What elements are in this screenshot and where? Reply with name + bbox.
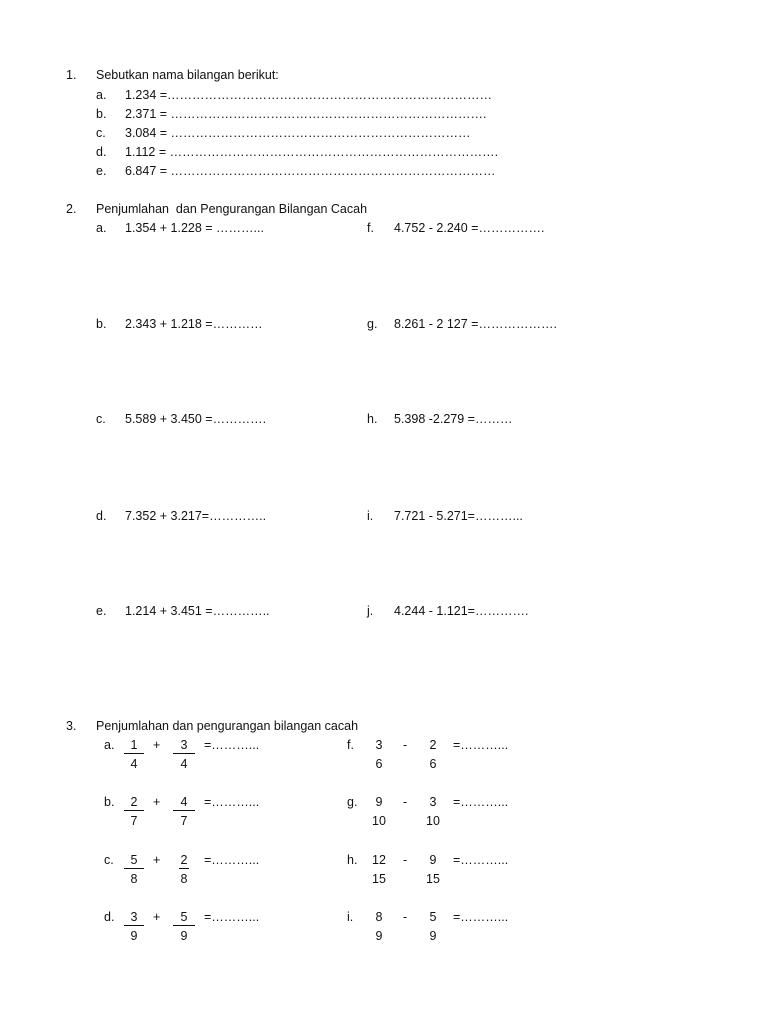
- fraction-bar: [124, 753, 144, 754]
- question-number: 2.: [66, 202, 77, 216]
- denominator: 9: [180, 929, 188, 943]
- item-letter: a.: [96, 88, 107, 102]
- answer-blank: =………...: [453, 853, 509, 867]
- item-letter: h.: [347, 853, 358, 867]
- item-letter: b.: [104, 795, 115, 809]
- answer-blank: =………...: [453, 795, 509, 809]
- denominator: 15: [372, 872, 386, 886]
- item-text: 1.354 + 1.228 = ………...: [125, 221, 264, 235]
- denominator: 15: [426, 872, 440, 886]
- item-text: 2.343 + 1.218 =…………: [125, 317, 263, 331]
- denominator: 6: [375, 757, 383, 771]
- item-text: 4.752 - 2.240 =…………….: [394, 221, 545, 235]
- item-letter: c.: [104, 853, 114, 867]
- numerator: 2: [180, 853, 188, 867]
- denominator: 4: [180, 757, 188, 771]
- item-letter: e.: [96, 164, 107, 178]
- item-letter: a.: [104, 738, 115, 752]
- denominator: 9: [375, 929, 383, 943]
- item-text: 5.398 -2.279 =………: [394, 412, 513, 426]
- denominator: 9: [130, 929, 138, 943]
- denominator: 7: [130, 814, 138, 828]
- item-letter: c.: [96, 412, 106, 426]
- item-text: 7.352 + 3.217=…………..: [125, 509, 267, 523]
- question-number: 1.: [66, 68, 77, 82]
- fraction-bar: [124, 925, 144, 926]
- denominator: 7: [180, 814, 188, 828]
- item-letter: b.: [96, 317, 107, 331]
- operator: +: [153, 795, 161, 809]
- numerator: 4: [180, 795, 188, 809]
- item-text: 1.234 =……………………………………………………………………: [125, 88, 493, 102]
- item-letter: j.: [367, 604, 374, 618]
- answer-blank: =………...: [204, 910, 260, 924]
- item-letter: i.: [347, 910, 354, 924]
- item-letter: h.: [367, 412, 378, 426]
- question-title: Sebutkan nama bilangan berikut:: [96, 68, 279, 82]
- item-text: 4.244 - 1.121=………….: [394, 604, 529, 618]
- denominator: 8: [130, 872, 138, 886]
- item-letter: f.: [367, 221, 374, 235]
- answer-blank: =………...: [204, 738, 260, 752]
- denominator: 10: [426, 814, 440, 828]
- fraction-bar: [173, 810, 195, 811]
- numerator: 9: [429, 853, 437, 867]
- numerator: 5: [180, 910, 188, 924]
- item-text: 8.261 - 2 127 =……………….: [394, 317, 557, 331]
- numerator: 3: [130, 910, 138, 924]
- numerator: 5: [130, 853, 138, 867]
- numerator: 3: [375, 738, 383, 752]
- item-letter: i.: [367, 509, 374, 523]
- answer-blank: =………...: [453, 910, 509, 924]
- item-text: 1.214 + 3.451 =…………..: [125, 604, 270, 618]
- operator: -: [403, 738, 408, 752]
- item-letter: d.: [96, 509, 107, 523]
- operator: +: [153, 910, 161, 924]
- numerator: 2: [130, 795, 138, 809]
- item-letter: a.: [96, 221, 107, 235]
- numerator: 12: [372, 853, 386, 867]
- question-number: 3.: [66, 719, 77, 733]
- item-letter: b.: [96, 107, 107, 121]
- fraction-bar: [124, 868, 144, 869]
- answer-blank: =………...: [453, 738, 509, 752]
- denominator: 9: [429, 929, 437, 943]
- numerator: 5: [429, 910, 437, 924]
- denominator: 4: [130, 757, 138, 771]
- item-letter: d.: [104, 910, 115, 924]
- item-text: 3.084 = ………………………………………………………………: [125, 126, 471, 140]
- question-title: Penjumlahan dan Pengurangan Bilangan Cacah: [96, 202, 368, 216]
- numerator: 8: [375, 910, 383, 924]
- item-letter: f.: [347, 738, 354, 752]
- fraction-bar: [179, 868, 189, 869]
- numerator: 9: [375, 795, 383, 809]
- item-text: 1.112 = …………………………………………………………………….: [125, 145, 499, 159]
- item-letter: g.: [347, 795, 358, 809]
- operator: -: [403, 853, 408, 867]
- item-letter: g.: [367, 317, 378, 331]
- item-letter: e.: [96, 604, 107, 618]
- item-text: 6.847 = ……………………………………………………………………: [125, 164, 496, 178]
- operator: +: [153, 853, 161, 867]
- operator: -: [403, 795, 408, 809]
- operator: +: [153, 738, 161, 752]
- numerator: 2: [429, 738, 437, 752]
- answer-blank: =………...: [204, 795, 260, 809]
- item-text: 7.721 - 5.271=………...: [394, 509, 523, 523]
- numerator: 3: [429, 795, 437, 809]
- denominator: 8: [180, 872, 188, 886]
- item-letter: c.: [96, 126, 106, 140]
- item-letter: d.: [96, 145, 107, 159]
- item-text: 2.371 = ………………………………………………………………….: [125, 107, 487, 121]
- denominator: 10: [372, 814, 386, 828]
- numerator: 3: [180, 738, 188, 752]
- denominator: 6: [429, 757, 437, 771]
- answer-blank: =………...: [204, 853, 260, 867]
- fraction-bar: [173, 753, 195, 754]
- item-text: 5.589 + 3.450 =………….: [125, 412, 267, 426]
- fraction-bar: [173, 925, 195, 926]
- operator: -: [403, 910, 408, 924]
- question-title: Penjumlahan dan pengurangan bilangan cacah: [96, 719, 359, 733]
- numerator: 1: [130, 738, 138, 752]
- fraction-bar: [124, 810, 144, 811]
